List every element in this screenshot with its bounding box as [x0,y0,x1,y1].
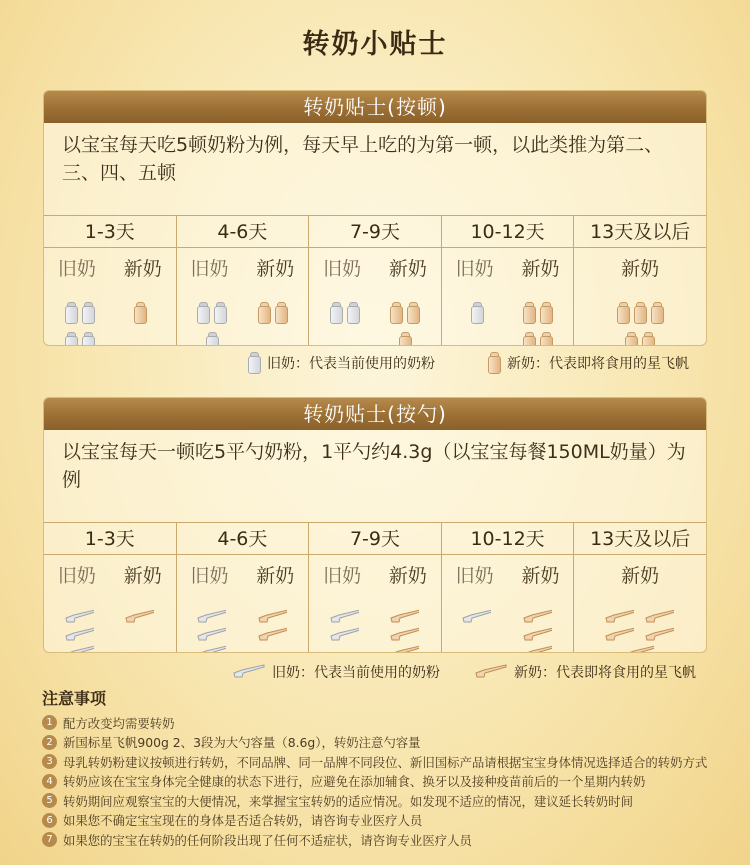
card-description: 以宝宝每天一顿吃5平勺奶粉，1平勺约4.3g（以宝宝每餐150ML奶量）为例 [62,441,686,491]
new-bottle-icon [399,332,412,346]
note-item [42,752,722,772]
note-item [42,772,722,792]
new-formula-label: 新奶 [123,257,162,280]
new-scoop-icon [624,645,654,653]
day-range-label: 1-3天 [44,523,176,555]
new-bottle-icon [407,302,420,324]
notes-title: 注意事项 [42,689,107,708]
new-scoop-icon [124,609,154,625]
new-formula-label: 新奶 [521,257,560,280]
note-item [42,713,722,733]
new-formula-label: 新奶 [521,564,560,587]
bottle-icons [442,288,574,345]
schedule-column [442,523,575,652]
old-formula-label: 旧奶 [323,564,362,587]
new-formula-label: 新奶 [621,564,660,587]
old-formula-label: 旧奶 [57,564,96,587]
old-scoop-icon [196,609,226,625]
old-formula-label: 旧奶 [323,257,362,280]
new-scoop-icon [604,627,634,643]
old-bottle-icon [248,352,261,374]
schedule-column [44,523,177,652]
old-bottle-icon [214,302,227,324]
legend-new-text: 新奶：代表即将食用的星飞帆 [514,665,696,681]
new-bottle-icon [523,332,536,346]
schedule-column [574,216,706,345]
old-scoop-icon [329,609,359,625]
note-text: 如果您的宝宝在转奶的任何阶段出现了任何不适症状，请咨询专业医疗人员 [63,832,472,848]
bottle-icons [574,288,706,345]
new-bottle-icon [390,302,403,324]
old-scoop-icon [196,627,226,643]
legend-new-scoop [474,662,696,682]
schedule-column [44,216,177,345]
new-bottle-icon [488,352,501,374]
tips-card-by-scoop [43,397,707,653]
day-range-label: 10-12天 [442,523,574,555]
new-scoop-icon [257,627,287,643]
schedule-grid [44,522,706,652]
old-bottle-icon [347,302,360,324]
card-header: 转奶贴士(按顿) [44,91,706,123]
schedule-column [309,216,442,345]
bottle-icons [177,288,309,345]
note-item [42,830,722,850]
new-scoop-icon [389,627,419,643]
old-bottle-icon [65,302,78,324]
old-scoop-icon [64,645,94,653]
schedule-column [177,216,310,345]
note-number: 6 [42,813,57,828]
note-item [42,733,722,753]
note-text: 如果您不确定宝宝现在的身体是否适合转奶，请咨询专业医疗人员 [63,813,423,829]
scoop-icons [309,595,441,652]
note-text: 转奶期间应观察宝宝的大便情况，来掌握宝宝转奶的适应情况。如发现不适应的情况，建议延长转奶时间 [63,793,633,809]
old-bottle-icon [82,332,95,346]
new-bottle-icon [651,302,664,324]
old-formula-label: 旧奶 [190,257,229,280]
day-range-label: 4-6天 [177,216,309,248]
card-description: 以宝宝每天吃5顿奶粉为例，每天早上吃的为第一顿，以此类推为第二、三、四、五顿 [62,134,664,184]
old-scoop-icon [196,645,226,653]
legend-old-scoop [232,662,440,682]
note-number: 5 [42,793,57,808]
old-scoop-icon [461,609,491,625]
note-number: 1 [42,715,57,730]
new-bottle-icon [523,302,536,324]
tips-card-by-meal [43,90,707,346]
schedule-column [574,523,706,652]
note-text: 配方改变均需要转奶 [63,715,175,731]
note-text: 新国标星飞帆900g 2、3段为大勺容量（8.6g），转奶注意勺容量 [63,735,421,751]
note-number: 4 [42,774,57,789]
new-scoop-icon [522,645,552,653]
note-number: 2 [42,735,57,750]
bottle-icons [309,288,441,345]
new-formula-label: 新奶 [388,257,427,280]
new-formula-label: 新奶 [123,564,162,587]
new-scoop-icon [644,627,674,643]
new-scoop-icon [474,664,508,680]
scoop-icons [442,595,574,652]
old-scoop-icon [232,664,266,680]
new-scoop-icon [389,645,419,653]
card-header: 转奶贴士(按勺) [44,398,706,430]
new-bottle-icon [634,302,647,324]
note-item [42,811,722,831]
new-scoop-icon [604,609,634,625]
new-bottle-icon [642,332,655,346]
new-bottle-icon [540,332,553,346]
note-number: 7 [42,832,57,847]
old-scoop-icon [329,627,359,643]
day-range-label: 13天及以后 [574,523,706,555]
new-formula-label: 新奶 [256,257,295,280]
new-bottle-icon [275,302,288,324]
bottle-icons [44,288,176,345]
schedule-column [309,523,442,652]
day-range-label: 13天及以后 [574,216,706,248]
old-bottle-icon [330,302,343,324]
day-range-label: 4-6天 [177,523,309,555]
old-bottle-icon [197,302,210,324]
note-text: 母乳转奶粉建议按顿进行转奶，不同品牌、同一品牌不同段位、新旧国标产品请根据宝宝身体情况选择适合的转奶方式 [63,754,708,770]
new-formula-label: 新奶 [388,564,427,587]
notes-list [42,713,722,850]
old-formula-label: 旧奶 [57,257,96,280]
new-bottle-icon [540,302,553,324]
old-bottle-icon [206,332,219,346]
day-range-label: 10-12天 [442,216,574,248]
legend-new-bottle [488,352,689,374]
old-bottle-icon [82,302,95,324]
schedule-column [442,216,575,345]
day-range-label: 7-9天 [309,523,441,555]
page-title: 转奶小贴士 [302,29,448,60]
note-number: 3 [42,754,57,769]
new-scoop-icon [257,609,287,625]
legend-old-bottle [248,352,435,374]
old-formula-label: 旧奶 [190,564,229,587]
new-formula-label: 新奶 [256,564,295,587]
new-bottle-icon [134,302,147,324]
old-scoop-icon [64,609,94,625]
new-scoop-icon [644,609,674,625]
old-formula-label: 旧奶 [455,564,494,587]
legend-new-text: 新奶：代表即将食用的星飞帆 [507,356,689,372]
new-scoop-icon [522,627,552,643]
schedule-column [177,523,310,652]
old-bottle-icon [471,302,484,324]
day-range-label: 7-9天 [309,216,441,248]
new-bottle-icon [617,302,630,324]
old-bottle-icon [65,332,78,346]
schedule-grid [44,215,706,345]
note-item [42,791,722,811]
new-formula-label: 新奶 [621,257,660,280]
new-bottle-icon [258,302,271,324]
old-formula-label: 旧奶 [455,257,494,280]
legend-old-text: 旧奶：代表当前使用的奶粉 [267,356,435,372]
new-scoop-icon [522,609,552,625]
legend-old-text: 旧奶：代表当前使用的奶粉 [272,665,440,681]
day-range-label: 1-3天 [44,216,176,248]
note-text: 转奶应该在宝宝身体完全健康的状态下进行，应避免在添加辅食、换牙以及接种疫苗前后的一个星期内转奶 [63,774,646,790]
new-bottle-icon [625,332,638,346]
old-scoop-icon [64,627,94,643]
scoop-icons [574,595,706,652]
scoop-icons [44,595,176,652]
new-scoop-icon [389,609,419,625]
scoop-icons [177,595,309,652]
